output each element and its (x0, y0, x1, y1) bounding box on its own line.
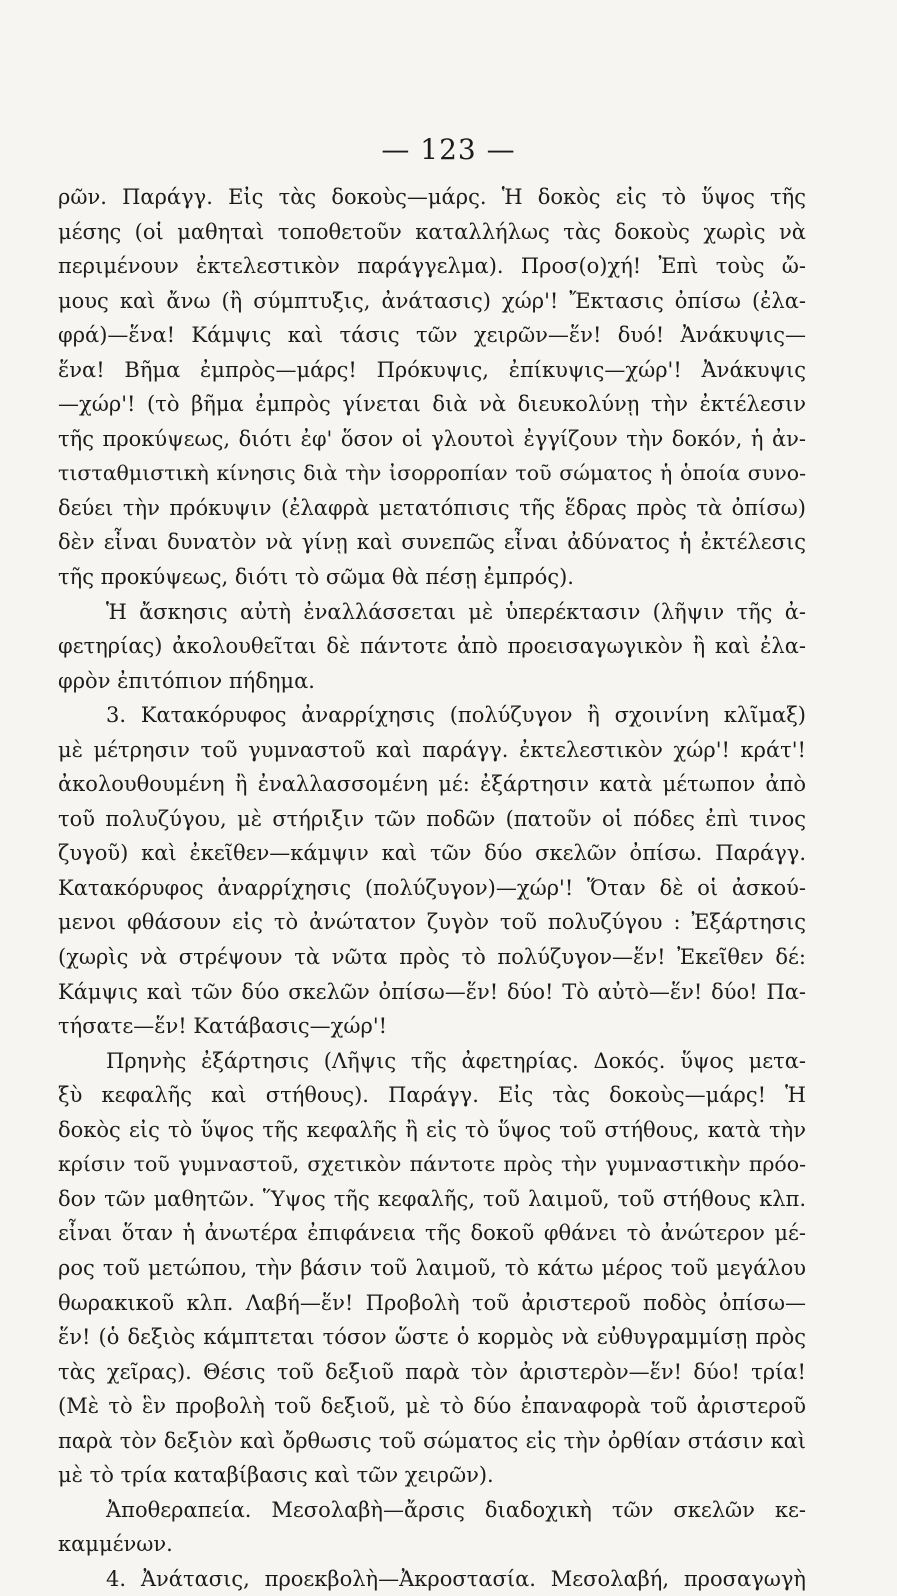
text-line: φρά)—ἕνα! Κάμψις καὶ τάσις τῶν χειρῶν—ἕν! δυό! Ἀνάκυψις— (58, 323, 806, 348)
text-line: ξὺ κεφαλῆς καὶ στήθους). Παράγγ. Εἰς τὰς δοκοὺς—μάρς! Ἡ (58, 1083, 806, 1108)
text-line: φρὸν ἐπιτόπιον πήδημα. (58, 668, 315, 693)
text-line: παρὰ τὸν δεξιὸν καὶ ὄρθωσις τοῦ σώματος εἰς τὴν ὀρθίαν στάσιν καὶ (58, 1428, 806, 1453)
text-line: περιμένουν ἐκτελεστικὸν παράγγελμα). Προσ(ο)χή! Ἐπὶ τοὺς ὤ- (58, 254, 806, 279)
text-line: Ἡ ἄσκησις αὐτὴ ἐναλλάσσεται μὲ ὑπερέκτασιν (λῆψιν τῆς ἀ- (106, 599, 806, 624)
text-line: μέσης (οἱ μαθηταὶ τοποθετοῦν καταλλήλως τὰς δοκοὺς χωρὶς νὰ (58, 219, 806, 244)
text-line: τοῦ πολυζύγου, μὲ στήριξιν τῶν ποδῶν (πατοῦν οἱ πόδες ἐπὶ τινος (58, 806, 806, 831)
text-line: δὲν εἶναι δυνατὸν νὰ γίνῃ καὶ συνεπῶς εἶναι ἀδύνατος ἡ ἐκτέλεσις (58, 530, 806, 555)
text-line: ἕνα! Βῆμα ἐμπρὸς—μάρς! Πρόκυψις, ἐπίκυψις—χώρ'! Ἀνάκυψις (58, 357, 806, 382)
text-line: 3. Κατακόρυφος ἀναρρίχησις (πολύζυγον ἢ σχοινίνη κλῖμαξ) (106, 703, 806, 728)
text-line: 4. Ἀνάτασις, προεκβολὴ—Ἀκροστασία. Μεσολαβή, προσαγωγὴ (106, 1566, 806, 1591)
text-line: Ἀποθεραπεία. Μεσολαβὴ—ἄρσις διαδοχικὴ τῶν σκελῶν κε- (106, 1497, 806, 1522)
text-line: μενοι φθάσουν εἰς τὸ ἀνώτατον ζυγὸν τοῦ πολυζύγου : Ἐξάρτησις (58, 910, 806, 935)
text-line: ζυγοῦ) καὶ ἐκεῖθεν—κάμψιν καὶ τῶν δύο σκελῶν ὀπίσω. Παράγγ. (58, 841, 806, 866)
text-line: ρῶν. Παράγγ. Εἰς τὰς δοκοὺς—μάρς. Ἡ δοκὸς εἰς τὸ ὕψος τῆς (58, 185, 806, 209)
text-line: δον τῶν μαθητῶν. Ὕψος τῆς κεφαλῆς, τοῦ λαιμοῦ, τοῦ στήθους κλπ. (58, 1186, 806, 1211)
text-line: (χωρὶς νὰ στρέψουν τὰ νῶτα πρὸς τὸ πολύζυγον—ἕν! Ἐκεῖθεν δέ: (58, 945, 806, 970)
text-line: μους καὶ ἄνω (ἢ σύμπτυξις, ἀνάτασις) χώρ'! Ἔκτασις ὀπίσω (ἐλα- (58, 288, 806, 313)
text-line: Πρηνὴς ἐξάρτησις (Λῆψις τῆς ἀφετηρίας. Δοκός. ὕψος μετα- (106, 1048, 806, 1073)
text-line: Κατακόρυφος ἀναρρίχησις (πολύζυγον)—χώρ'! Ὅταν δὲ οἱ ἀσκού- (58, 875, 806, 900)
text-line: θωρακικοῦ κλπ. Λαβή—ἕν! Προβολὴ τοῦ ἀριστεροῦ ποδὸς ὀπίσω— (58, 1290, 806, 1315)
text-line: Κάμψις καὶ τῶν δύο σκελῶν ὀπίσω—ἕν! δύο! Τὸ αὐτὸ—ἕν! δύο! Πα- (58, 979, 806, 1004)
text-line: φετηρίας) ἀκολουθεῖται δὲ πάντοτε ἀπὸ προεισαγωγικὸν ἢ καὶ ἐλα- (58, 634, 806, 659)
text-line: (Μὲ τὸ ἓν προβολὴ τοῦ δεξιοῦ, μὲ τὸ δύο ἐπαναφορὰ τοῦ ἀριστεροῦ (58, 1394, 806, 1419)
text-line: δεύει τὴν πρόκυψιν (ἐλαφρὰ μετατόπισις τῆς ἕδρας πρὸς τὰ ὀπίσω) (58, 495, 806, 520)
body-text (58, 180, 806, 1596)
text-line: τὰς χεῖρας). Θέσις τοῦ δεξιοῦ παρὰ τὸν ἀριστερὸν—ἕν! δύο! τρία! (58, 1359, 806, 1384)
text-line: καμμένων. (58, 1532, 173, 1557)
text-line: τῆς προκύψεως, διότι ἐφ' ὅσον οἱ γλουτοὶ ἐγγίζουν τὴν δοκόν, ἡ ἀν- (58, 426, 806, 451)
text-line: ἀκολουθουμένη ἢ ἐναλλασσομένη μέ: ἐξάρτησιν κατὰ μέτωπον ἀπὸ (58, 772, 806, 797)
text-line: τήσατε—ἕν! Κατάβασις—χώρ'! (58, 1014, 388, 1039)
text-line: τισταθμιστικὴ κίνησις διὰ τὴν ἰσορροπίαν τοῦ σώματος ἡ ὁποία συνο- (58, 461, 806, 486)
text-line: κρίσιν τοῦ γυμναστοῦ, σχετικὸν πάντοτε πρὸς τὴν γυμναστικὴν πρόο- (58, 1152, 806, 1177)
page-number: — 123 — (381, 133, 516, 166)
text-line: δοκὸς εἰς τὸ ὕψος τῆς κεφαλῆς ἢ εἰς τὸ ὕψος τοῦ στήθους, κατὰ τὴν (58, 1117, 806, 1142)
text-line: ρος τοῦ μετώπου, τὴν βάσιν τοῦ λαιμοῦ, τὸ κάτω μέρος τοῦ μεγάλου (58, 1255, 806, 1280)
text-line: εἶναι ὅταν ἡ ἀνωτέρα ἐπιφάνεια τῆς δοκοῦ φθάνει τὸ ἀνώτερον μέ- (58, 1221, 806, 1246)
text-line: μὲ μέτρησιν τοῦ γυμναστοῦ καὶ παράγγ. ἐκτελεστικὸν χώρ'! κράτ'! (58, 737, 806, 762)
text-line: μὲ τὸ τρία καταβίβασις καὶ τῶν χειρῶν). (58, 1463, 494, 1488)
text-line: —χώρ'! (τὸ βῆμα ἐμπρὸς γίνεται διὰ νὰ διευκολύνῃ τὴν ἐκτέλεσιν (58, 392, 806, 417)
text-line: τῆς προκύψεως, διότι τὸ σῶμα θὰ πέσῃ ἐμπρός). (58, 565, 574, 590)
text-line: ἕν! (ὁ δεξιὸς κάμπτεται τόσον ὥστε ὁ κορμὸς νὰ εὐθυγραμμίσῃ πρὸς (58, 1325, 806, 1350)
